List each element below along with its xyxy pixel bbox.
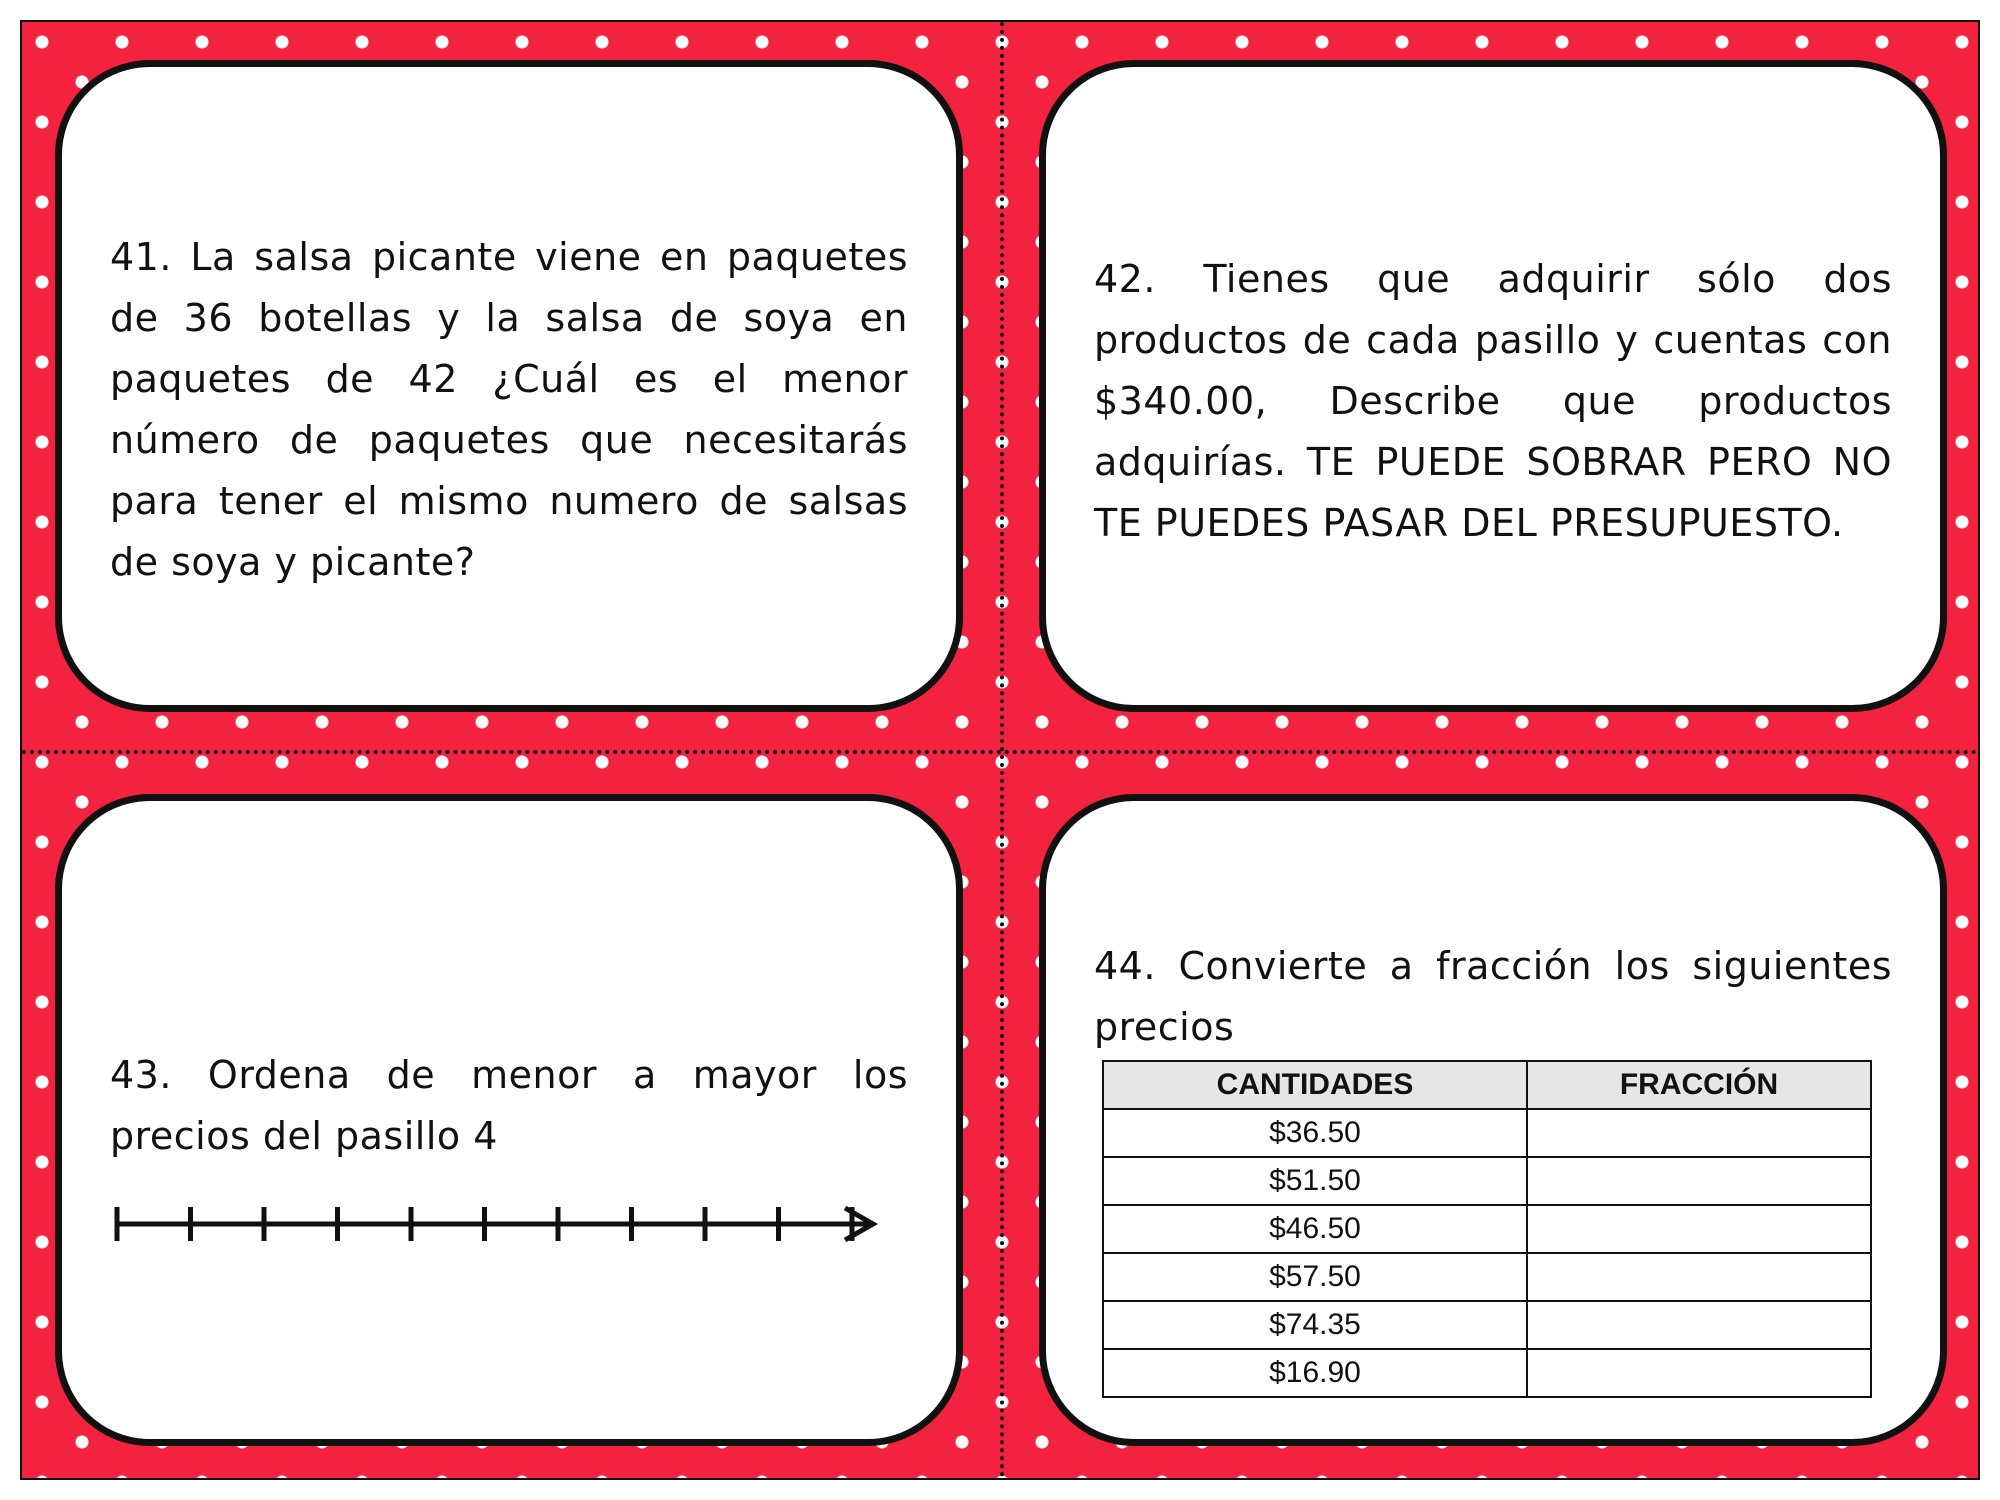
fraction-cell[interactable] — [1527, 1109, 1871, 1157]
question-41-text: 41. La salsa picante viene en paquetes de 36 botellas y la salsa de soya en paquetes de 42 ¿Cuál es el menor número de paquetes que necesitarás para tener el mismo numero de salsas de soya y picante? — [110, 235, 908, 584]
amount-cell: $46.50 — [1103, 1205, 1527, 1253]
table-row — [1103, 1157, 1871, 1205]
question-43-text: 43. Ordena de menor a mayor los precios del pasillo 4 — [110, 1053, 908, 1158]
amount-cell: $51.50 — [1103, 1157, 1527, 1205]
task-card-44 — [1039, 794, 1947, 1446]
fraction-table-header-row — [1103, 1061, 1871, 1109]
question-44-text: 44. Convierte a fracción los siguientes precios — [1094, 944, 1892, 1049]
fraction-table — [1102, 1060, 1872, 1398]
table-row — [1103, 1109, 1871, 1157]
amount-cell: $36.50 — [1103, 1109, 1527, 1157]
horizontal-cut-line — [22, 750, 1978, 754]
amount-cell: $74.35 — [1103, 1301, 1527, 1349]
table-row — [1103, 1253, 1871, 1301]
fraction-cell[interactable] — [1527, 1301, 1871, 1349]
task-card-43 — [55, 794, 963, 1446]
amount-cell: $16.90 — [1103, 1349, 1527, 1397]
header-cantidades: CANTIDADES — [1103, 1061, 1527, 1109]
amount-cell: $57.50 — [1103, 1253, 1527, 1301]
number-line — [107, 1194, 887, 1254]
star-pattern-background — [20, 20, 1980, 1480]
fraction-cell[interactable] — [1527, 1205, 1871, 1253]
fraction-cell[interactable] — [1527, 1253, 1871, 1301]
question-42-text: 42. Tienes que adquirir sólo dos productos de cada pasillo y cuentas con $340.00, Describe que productos adquirías. TE PUEDE SOBRAR PERO NO TE PUEDES PASAR DEL PRESUPUESTO. — [1094, 257, 1892, 545]
header-fraccion: FRACCIÓN — [1527, 1061, 1871, 1109]
table-row — [1103, 1205, 1871, 1253]
task-card-42 — [1039, 60, 1947, 712]
table-row — [1103, 1349, 1871, 1397]
task-card-41 — [55, 60, 963, 712]
table-row — [1103, 1301, 1871, 1349]
fraction-cell[interactable] — [1527, 1157, 1871, 1205]
fraction-cell[interactable] — [1527, 1349, 1871, 1397]
